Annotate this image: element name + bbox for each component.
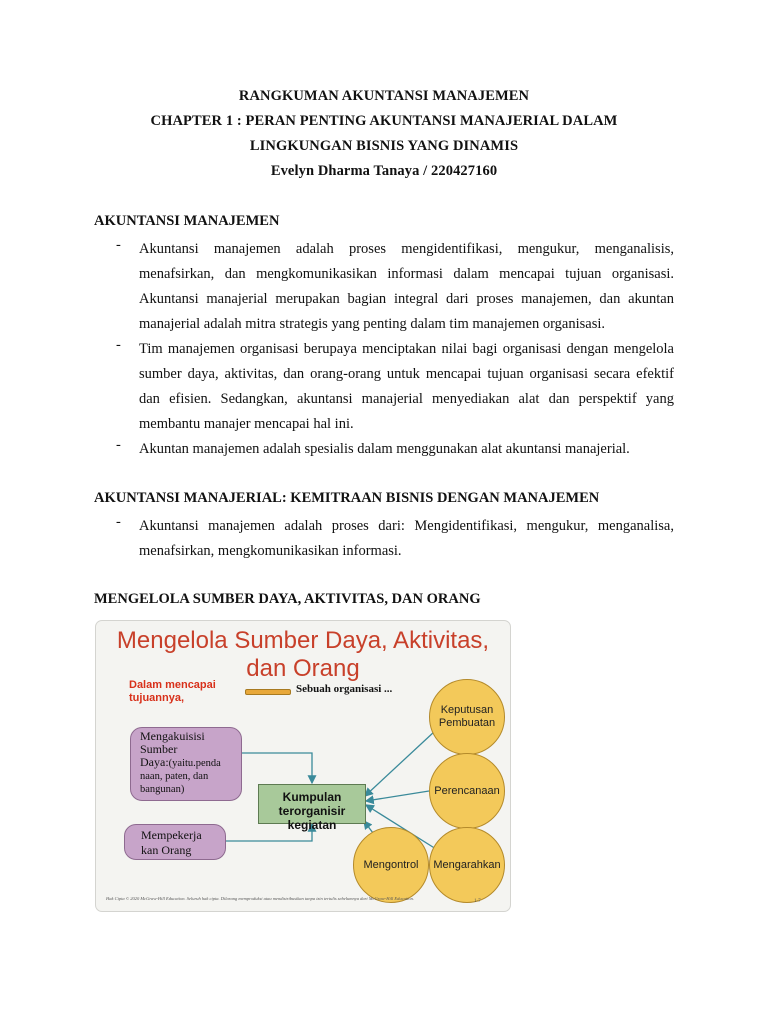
box1-line1: Mengakuisisi — [140, 729, 205, 743]
box-mempekerjakan — [124, 824, 226, 860]
bullet-dash: - — [116, 437, 121, 453]
center-line2: kegiatan — [287, 818, 337, 832]
slide-copyright: Hak Cipta © 2020 McGraw-Hill Education. Seluruh hak cipta. Dilarang memproduksi atau mendistribusikan tanpa izin tertulis sebelumnya dari McGraw-Hill Education. — [106, 896, 414, 901]
box1-line3a: Daya: — [140, 755, 169, 769]
doc-title: RANGKUMAN AKUNTANSI MANAJEMEN — [238, 88, 530, 104]
section-heading-akuntansi-manajemen: AKUNTANSI MANAJEMEN — [94, 213, 280, 229]
bullet-text: Akuntansi manajemen adalah proses dari: Mengidentifikasi, mengukur, menganalisa, menafsirkan, mengkomunikasikan informasi. — [139, 518, 674, 559]
circle-mengarahkan — [429, 827, 505, 903]
box-mengakuisisi — [130, 727, 242, 801]
section-heading-kemitraan: AKUNTANSI MANAJERIAL: KEMITRAAN BISNIS DENGAN MANAJEMEN — [94, 490, 600, 506]
bullet-dash: - — [116, 514, 121, 530]
circle-perencanaan-label: Perencanaan — [434, 784, 500, 797]
slide-page-number: 1-7 — [474, 899, 481, 904]
circle-keputusan-line2: Pembuatan — [438, 717, 496, 729]
circle-keputusan — [429, 679, 505, 755]
box1-line5: bangunan) — [140, 784, 185, 795]
box-kumpulan-kegiatan — [258, 784, 366, 832]
connector-acquire — [241, 753, 312, 783]
connector-perencanaan — [366, 791, 429, 801]
slide-intro-line2: tujuannya, — [129, 692, 185, 704]
slide-title-line1: Mengelola Sumber Daya, Aktivitas, — [116, 627, 490, 654]
bullet-text: Tim manajemen organisasi berupaya menciptakan nilai bagi organisasi dengan mengelola sumber daya, aktivitas, dan orang-orang untuk mencapai tujuan organisasi secara efektif dan efisien. Sedangkan, akuntansi manajerial menyediakan alat dan perspektif yang membantu manajer mencapai hal ini. — [139, 341, 674, 432]
box1-line4: naan, paten, dan — [140, 771, 209, 782]
slide-intro-line1: Dalam mencapai — [129, 679, 216, 691]
author-line: Evelyn Dharma Tanaya / 220427160 — [270, 163, 498, 179]
bullet-dash: - — [116, 237, 121, 253]
circle-keputusan-line1: Keputusan — [440, 704, 494, 716]
box2-line1: Mempekerja — [141, 828, 202, 842]
slide-title-line2: dan Orang — [246, 655, 360, 682]
box1-line3b: (yaitu.penda — [168, 758, 221, 769]
chapter-title-line2: LINGKUNGAN BISNIS YANG DINAMIS — [249, 138, 519, 154]
section-heading-mengelola: MENGELOLA SUMBER DAYA, AKTIVITAS, DAN ORANG — [94, 591, 481, 607]
bullet-dash: - — [116, 337, 121, 353]
chapter-title-line1: CHAPTER 1 : PERAN PENTING AKUNTANSI MANAJERIAL DALAM — [150, 113, 618, 129]
circle-perencanaan — [429, 753, 505, 829]
slide-org-text: Sebuah organisasi ... — [296, 683, 393, 695]
box1-line2: Sumber — [140, 742, 178, 756]
center-line1: Kumpulan terorganisir — [278, 790, 346, 818]
circle-mengontrol-label: Mengontrol — [363, 858, 419, 871]
bullet-text: Akuntansi manajemen adalah proses mengidentifikasi, mengukur, menganalisis, menafsirkan, dan mengkomunikasikan informasi dalam mencapai tujuan organisasi. Akuntansi manajerial merupakan bagian integral dari proses manajemen, dan akuntan manajerial adalah mitra strategis yang penting dalam tim manajemen organisasi. — [139, 241, 674, 332]
bullet-text: Akuntan manajemen adalah spesialis dalam menggunakan alat akuntansi manajerial. — [139, 441, 630, 457]
circle-mengontrol — [353, 827, 429, 903]
connector-keputusan — [365, 731, 435, 796]
circle-mengarahkan-label: Mengarahkan — [433, 858, 501, 871]
box2-line2: kan Orang — [141, 843, 192, 857]
slide-figure — [95, 620, 511, 912]
